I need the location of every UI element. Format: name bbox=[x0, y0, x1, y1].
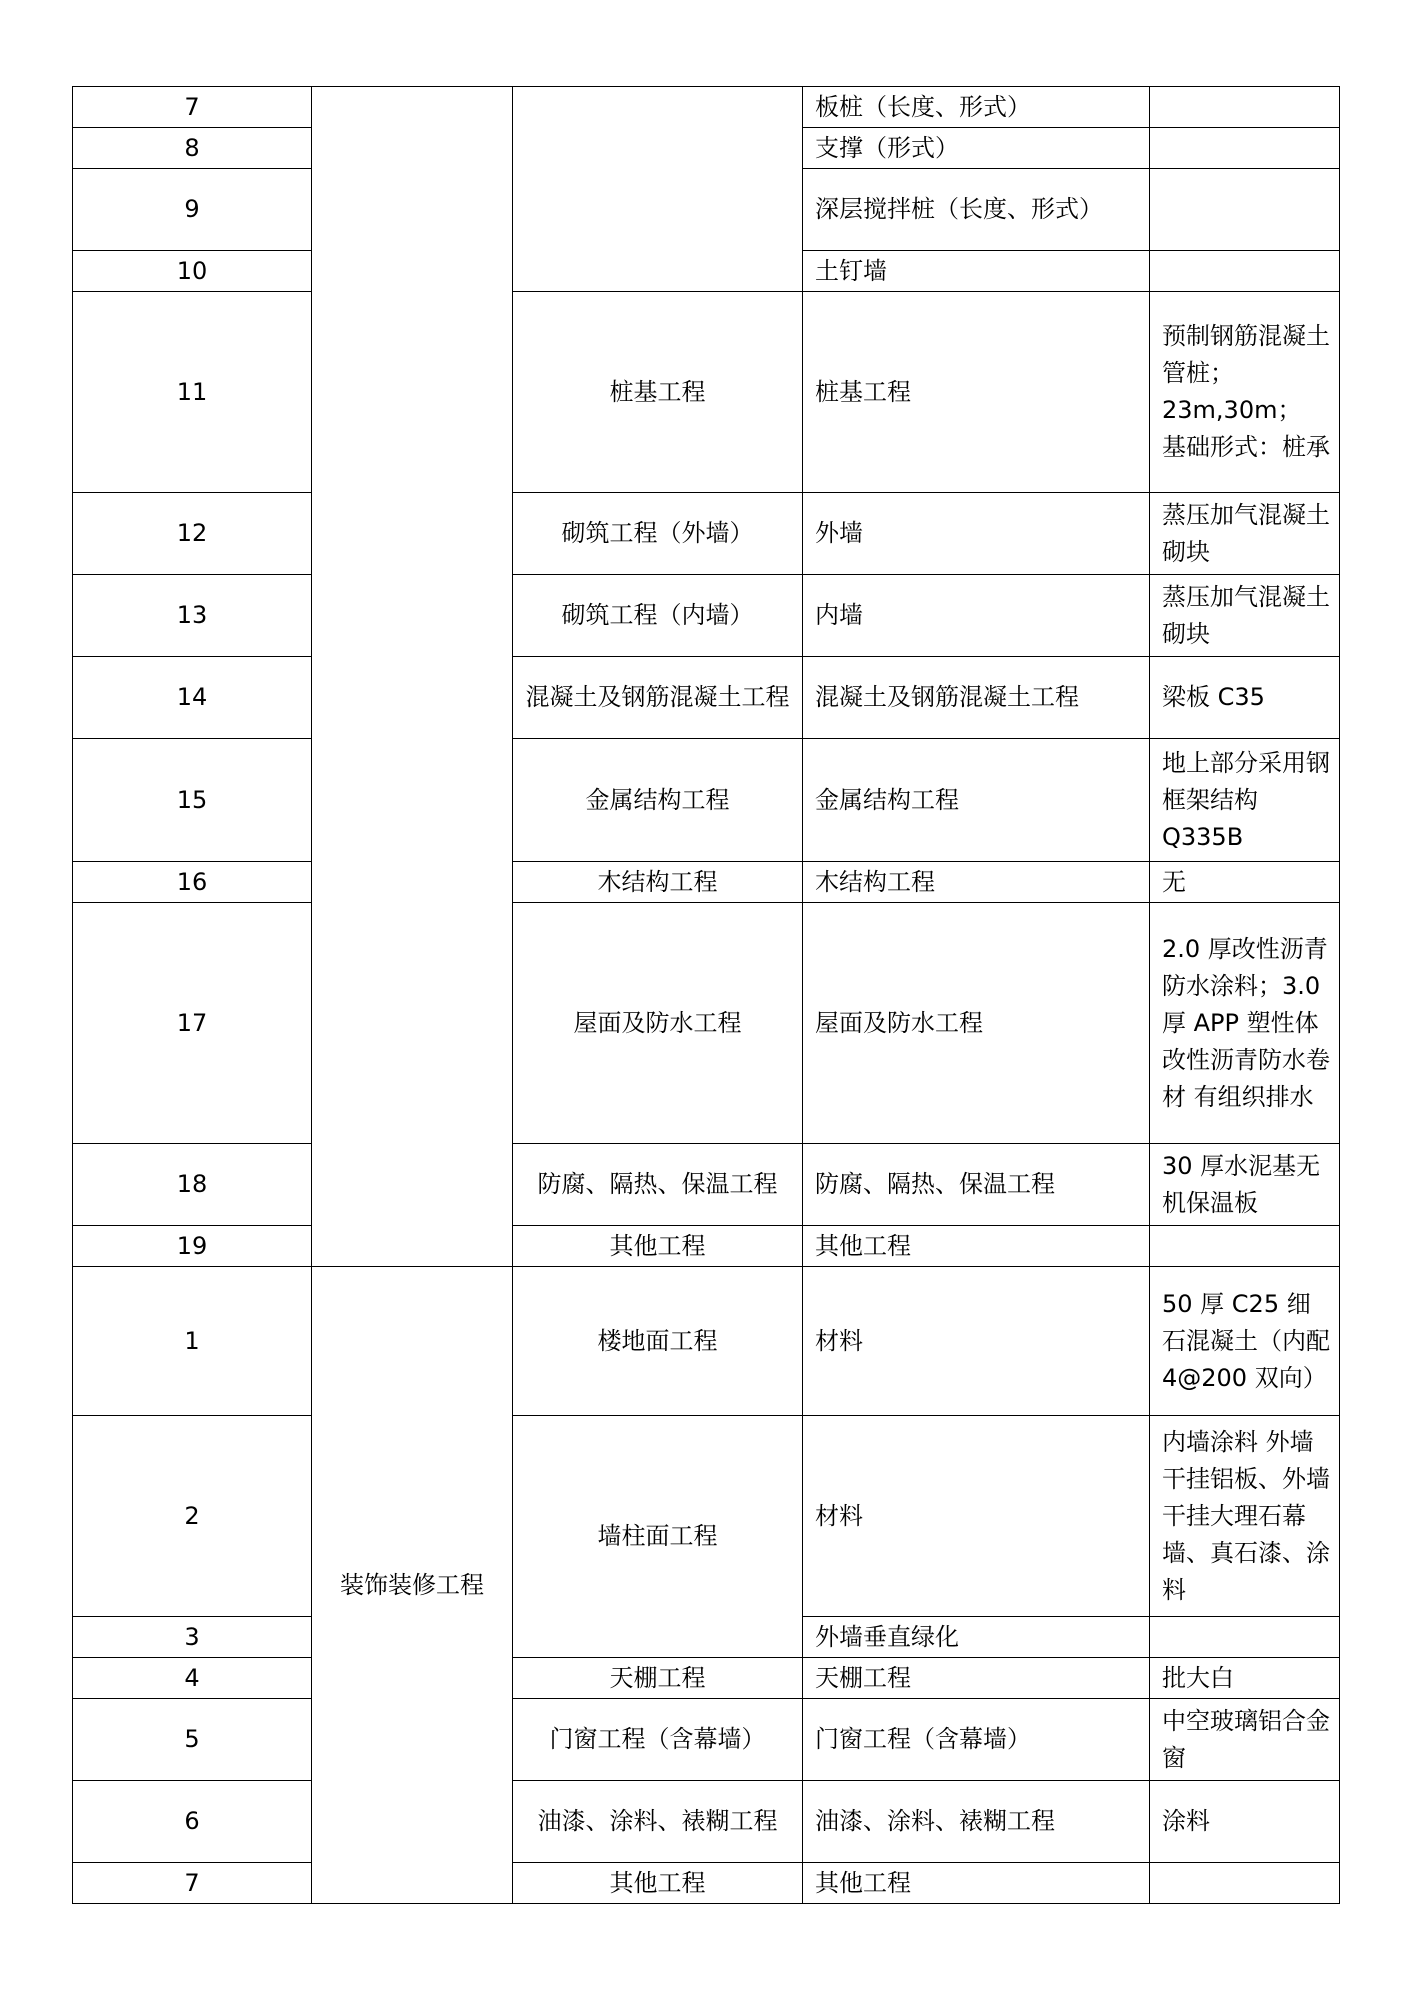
table-row bbox=[73, 903, 1340, 1144]
subcategory-cell: 金属结构工程 bbox=[513, 739, 803, 862]
item-cell: 其他工程 bbox=[803, 1226, 1150, 1267]
desc-cell: 30 厚水泥基无机保温板 bbox=[1150, 1144, 1340, 1226]
row-number: 7 bbox=[73, 1863, 312, 1904]
row-number: 14 bbox=[73, 657, 312, 739]
row-number: 4 bbox=[73, 1658, 312, 1699]
subcategory-cell: 桩基工程 bbox=[513, 292, 803, 493]
item-cell: 材料 bbox=[803, 1416, 1150, 1617]
row-number: 12 bbox=[73, 493, 312, 575]
row-number: 3 bbox=[73, 1617, 312, 1658]
item-cell: 外墙 bbox=[803, 493, 1150, 575]
item-cell: 土钉墙 bbox=[803, 251, 1150, 292]
item-cell: 混凝土及钢筋混凝土工程 bbox=[803, 657, 1150, 739]
subcategory-cell: 混凝土及钢筋混凝土工程 bbox=[513, 657, 803, 739]
item-cell: 桩基工程 bbox=[803, 292, 1150, 493]
desc-cell: 批大白 bbox=[1150, 1658, 1340, 1699]
row-number: 6 bbox=[73, 1781, 312, 1863]
subcategory-cell: 木结构工程 bbox=[513, 862, 803, 903]
desc-cell bbox=[1150, 1617, 1340, 1658]
desc-cell bbox=[1150, 1863, 1340, 1904]
subcategory-cell: 墙柱面工程 bbox=[513, 1416, 803, 1658]
item-cell: 油漆、涂料、裱糊工程 bbox=[803, 1781, 1150, 1863]
item-cell: 支撑（形式） bbox=[803, 128, 1150, 169]
desc-cell: 蒸压加气混凝土砌块 bbox=[1150, 575, 1340, 657]
item-cell: 其他工程 bbox=[803, 1863, 1150, 1904]
table-row bbox=[73, 862, 1340, 903]
desc-cell: 涂料 bbox=[1150, 1781, 1340, 1863]
table-row bbox=[73, 1416, 1340, 1617]
row-number: 1 bbox=[73, 1267, 312, 1416]
subcategory-cell: 砌筑工程（外墙） bbox=[513, 493, 803, 575]
row-number: 5 bbox=[73, 1699, 312, 1781]
table-row bbox=[73, 1699, 1340, 1781]
table-row bbox=[73, 657, 1340, 739]
desc-cell: 内墙涂料 外墙干挂铝板、外墙干挂大理石幕墙、真石漆、涂料 bbox=[1150, 1416, 1340, 1617]
desc-cell: 梁板 C35 bbox=[1150, 657, 1340, 739]
subcategory-cell: 其他工程 bbox=[513, 1863, 803, 1904]
item-cell: 金属结构工程 bbox=[803, 739, 1150, 862]
row-number: 10 bbox=[73, 251, 312, 292]
desc-cell: 2.0 厚改性沥青防水涂料；3.0 厚 APP 塑性体改性沥青防水卷材 有组织排水 bbox=[1150, 903, 1340, 1144]
table-row bbox=[73, 493, 1340, 575]
desc-cell bbox=[1150, 87, 1340, 128]
table-row bbox=[73, 1226, 1340, 1267]
table-row bbox=[73, 1658, 1340, 1699]
subcategory-cell: 楼地面工程 bbox=[513, 1267, 803, 1416]
item-cell: 防腐、隔热、保温工程 bbox=[803, 1144, 1150, 1226]
row-number: 7 bbox=[73, 87, 312, 128]
desc-cell bbox=[1150, 128, 1340, 169]
row-number: 8 bbox=[73, 128, 312, 169]
desc-cell: 中空玻璃铝合金窗 bbox=[1150, 1699, 1340, 1781]
row-number: 9 bbox=[73, 169, 312, 251]
subcategory-cell: 门窗工程（含幕墙） bbox=[513, 1699, 803, 1781]
subcategory-cell bbox=[513, 87, 803, 292]
row-number: 2 bbox=[73, 1416, 312, 1617]
row-number: 13 bbox=[73, 575, 312, 657]
desc-cell: 50 厚 C25 细石混凝土（内配 4@200 双向） bbox=[1150, 1267, 1340, 1416]
table-row bbox=[73, 1781, 1340, 1863]
item-cell: 木结构工程 bbox=[803, 862, 1150, 903]
subcategory-cell: 砌筑工程（内墙） bbox=[513, 575, 803, 657]
table-row bbox=[73, 292, 1340, 493]
table-row bbox=[73, 1267, 1340, 1416]
subcategory-cell: 防腐、隔热、保温工程 bbox=[513, 1144, 803, 1226]
subcategory-cell: 屋面及防水工程 bbox=[513, 903, 803, 1144]
category-cell-decoration: 装饰装修工程 bbox=[312, 1267, 513, 1904]
desc-cell: 蒸压加气混凝土砌块 bbox=[1150, 493, 1340, 575]
row-number: 19 bbox=[73, 1226, 312, 1267]
row-number: 11 bbox=[73, 292, 312, 493]
subcategory-cell: 其他工程 bbox=[513, 1226, 803, 1267]
table-row bbox=[73, 1144, 1340, 1226]
item-cell: 深层搅拌桩（长度、形式） bbox=[803, 169, 1150, 251]
desc-cell bbox=[1150, 169, 1340, 251]
subcategory-cell: 天棚工程 bbox=[513, 1658, 803, 1699]
row-number: 18 bbox=[73, 1144, 312, 1226]
row-number: 17 bbox=[73, 903, 312, 1144]
desc-cell: 地上部分采用钢框架结构Q335B bbox=[1150, 739, 1340, 862]
row-number: 16 bbox=[73, 862, 312, 903]
item-cell: 板桩（长度、形式） bbox=[803, 87, 1150, 128]
desc-cell: 无 bbox=[1150, 862, 1340, 903]
table-row bbox=[73, 739, 1340, 862]
engineering-items-table bbox=[72, 86, 1340, 1904]
item-cell: 天棚工程 bbox=[803, 1658, 1150, 1699]
table-row bbox=[73, 575, 1340, 657]
row-number: 15 bbox=[73, 739, 312, 862]
desc-cell: 预制钢筋混凝土管桩；23m,30m； 基础形式：桩承 bbox=[1150, 292, 1340, 493]
subcategory-cell: 油漆、涂料、裱糊工程 bbox=[513, 1781, 803, 1863]
item-cell: 内墙 bbox=[803, 575, 1150, 657]
item-cell: 门窗工程（含幕墙） bbox=[803, 1699, 1150, 1781]
desc-cell bbox=[1150, 251, 1340, 292]
item-cell: 屋面及防水工程 bbox=[803, 903, 1150, 1144]
category-cell-structure bbox=[312, 87, 513, 1267]
table-row bbox=[73, 1863, 1340, 1904]
item-cell: 外墙垂直绿化 bbox=[803, 1617, 1150, 1658]
desc-cell bbox=[1150, 1226, 1340, 1267]
item-cell: 材料 bbox=[803, 1267, 1150, 1416]
table-row bbox=[73, 87, 1340, 128]
